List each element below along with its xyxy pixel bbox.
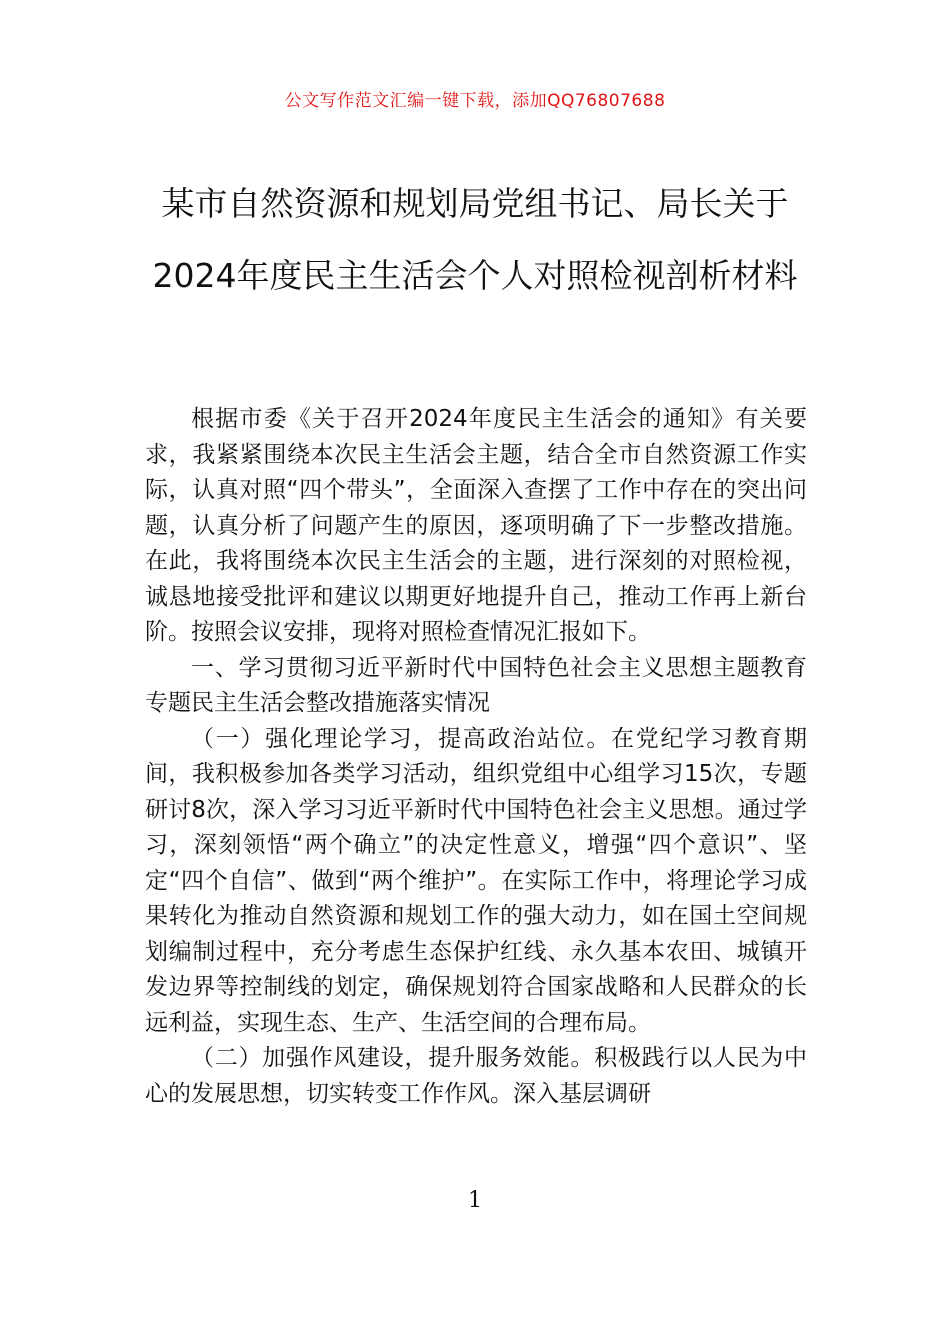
document-body [145,402,807,1112]
page-number: 1 [468,1188,482,1213]
subsection-paragraph-2: （二）加强作风建设，提升服务效能。积极践行以人民为中心的发展思想，切实转变工作作风。深入基层调研 [145,1045,807,1107]
subsection-paragraph-1: （一）强化理论学习，提高政治站位。在党纪学习教育期间，我积极参加各类学习活动，组织党组中心组学习15次，专题研讨8次，深入学习习近平新时代中国特色社会主义思想。通过学习，深刻领悟“两个确立”的决定性意义，增强“四个意识”、坚定“四个自信”、做到“两个维护”。在实际工作中，将理论学习成果转化为推动自然资源和规划工作的强大动力，如在国土空间规划编制过程中，充分考虑生态保护红线、永久基本农田、城镇开发边界等控制线的划定，确保规划符合国家战略和人民群众的长远利益，实现生态、生产、生活空间的合理布局。 [145,725,807,1036]
document-title: 某市自然资源和规划局党组书记、局长关于2024年度民主生活会个人对照检视剖析材料 [152,184,798,295]
download-promo-header: 公文写作范文汇编一键下载，添加QQ76807688 [284,91,666,111]
intro-paragraph: 根据市委《关于召开2024年度民主生活会的通知》有关要求，我紧紧围绕本次民主生活会主题，结合全市自然资源工作实际，认真对照“四个带头”，全面深入查摆了工作中存在的突出问题，认真分析了问题产生的原因，逐项明确了下一步整改措施。在此，我将围绕本次民主生活会的主题，进行深刻的对照检视，诚恳地接受批评和建议以期更好地提升自己，推动工作再上新台阶。按照会议安排，现将对照检查情况汇报如下。 [145,406,807,645]
section-heading-1: 一、学习贯彻习近平新时代中国特色社会主义思想主题教育专题民主生活会整改措施落实情况 [145,654,807,716]
